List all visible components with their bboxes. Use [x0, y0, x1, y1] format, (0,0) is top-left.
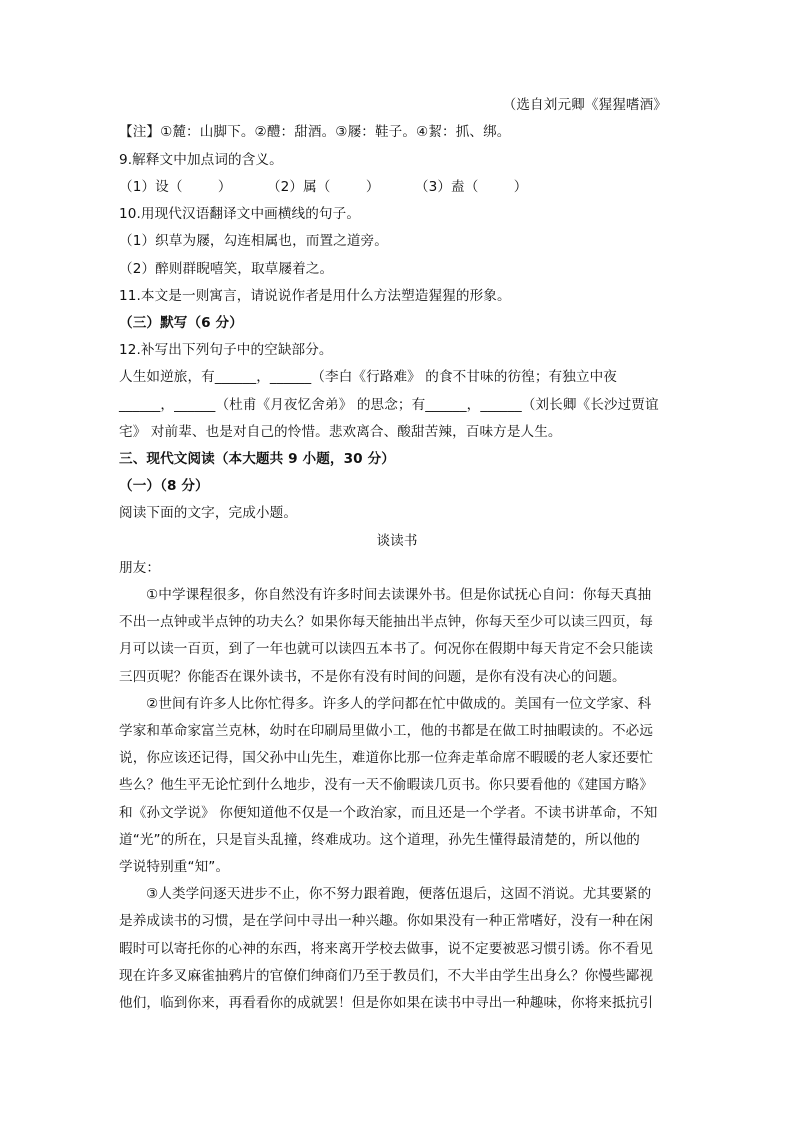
- question-12: 12.补写出下列句子中的空缺部分。: [119, 342, 333, 358]
- paragraph-2-line: 些么？他生平无论忙到什么地步，没有一天不偷暇读几页书。你只要看他的《建国方略》: [119, 777, 654, 793]
- reading-instruction: 阅读下面的文字，完成小题。: [119, 505, 298, 521]
- paragraph-2-line: 学家和革命家富兰克林，幼时在印刷局里做小工，他的书都是在做工时抽暇读的。不必远: [119, 723, 654, 739]
- paragraph-2-line: 和《孙文学说》 你便知道他不仅是一个政治家，而且还是一个学者。不读书讲革命，不知: [119, 805, 658, 821]
- paragraph-1-line: 月可以读一百页，到了一年也就可以读四五本书了。何况你在假期中每天肯定不会只能读: [119, 641, 654, 657]
- source-citation: （选自刘元卿《猩猩嗜酒》: [502, 97, 667, 113]
- paragraph-2-line: 学说特别重“知”。: [119, 859, 230, 875]
- paragraph-3-line: 现在许多叉麻雀抽鸦片的官僚们绅商们乃至于教员们，不大半由学生出身么？你慢些鄙视: [119, 968, 654, 984]
- part-heading-modern-reading: 三、现代文阅读（本大题共 9 小题，30 分）: [119, 451, 395, 467]
- annotation-note: 【注】①麓：山脚下。②醴：甜酒。③屦：鞋子。④絜：抓、绑。: [119, 124, 511, 140]
- paragraph-1-line: ①中学课程很多，你自然没有许多时间去读课外书。但是你试抚心自问：你每天真抽: [146, 587, 652, 603]
- question-12-line: 宅》 对前辈、也是对自己的怜惜。悲欢离合、酸甜苦辣，百味方是人生。: [119, 424, 562, 440]
- paragraph-2-line: ②世间有许多人比你忙得多。许多人的学问都在忙中做成的。美国有一位文学家、科: [146, 696, 652, 712]
- subsection-heading: （一）（8 分）: [119, 478, 209, 494]
- question-12-line: 人生如逆旅，有______，______（李白《行路难》 的食不甘味的彷徨；有独立中夜: [119, 369, 617, 385]
- article-title: 谈读书: [376, 533, 418, 549]
- question-12-line: ______，______（杜甫《月夜忆舍弟》 的思念；有______，______（刘长卿《长沙过贾谊: [119, 397, 659, 413]
- paragraph-3-line: 他们，临到你来，再看看你的成就罢！但是你如果在读书中寻出一种趣味，你将来抵抗引: [119, 995, 654, 1011]
- paragraph-1-line: 不出一点钟或半点钟的功夫么？如果你每天能抽出半点钟，你每天至少可以读三四页，每: [119, 614, 654, 630]
- paragraph-2-line: 说，你应该还记得，国父孙中山先生，难道你比那一位奔走革命席不暇暖的老人家还要忙: [119, 750, 654, 766]
- question-10: 10.用现代汉语翻译文中画横线的句子。: [119, 206, 361, 222]
- paragraph-2-line: 道“光”的所在，只是盲头乱撞，终难成功。这个道理，孙先生懂得最清楚的，所以他的: [119, 832, 640, 848]
- question-10-part-1: （1）织草为屦，勾连相属也，而置之道旁。: [119, 233, 388, 249]
- question-9: 9.解释文中加点词的含义。: [119, 152, 283, 168]
- question-11: 11.本文是一则寓言，请说说作者是用什么方法塑造猩猩的形象。: [119, 288, 511, 304]
- paragraph-3-line: ③人类学问逐天进步不止，你不努力跟着跑，便落伍退后，这固不消说。尤其要紧的: [146, 886, 652, 902]
- paragraph-3-line: 暇时可以寄托你的心神的东西，将来离开学校去做事，说不定要被恶习惯引诱。你不看见: [119, 941, 654, 957]
- question-10-part-2: （2）醉则群睨嘻笑，取草屦着之。: [119, 261, 334, 277]
- article-salutation: 朋友：: [119, 560, 161, 576]
- paragraph-3-line: 是养成读书的习惯，是在学问中寻出一种兴趣。你如果没有一种正常嗜好，没有一种在闲: [119, 913, 654, 929]
- paragraph-1-line: 三四页呢？你能否在课外读书，不是你有没有时间的问题，是你有没有决心的问题。: [119, 669, 626, 685]
- section-heading-dictation: （三）默写（6 分）: [119, 315, 243, 331]
- question-9-items: （1）设（ ） （2）属（ ） （3）盍（ ）: [119, 179, 528, 195]
